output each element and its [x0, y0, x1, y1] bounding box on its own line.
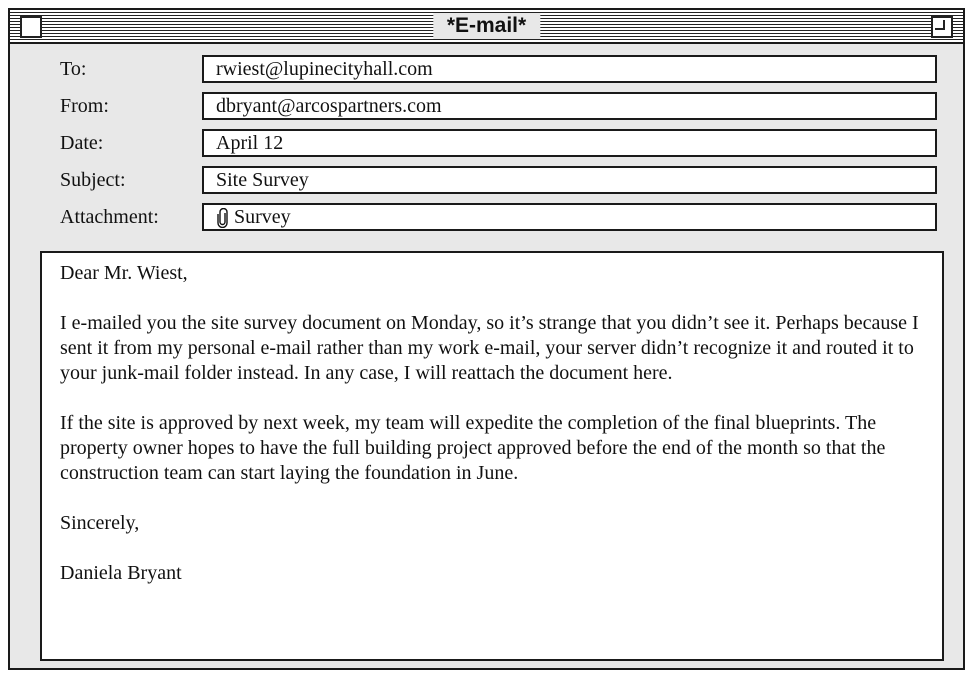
to-field[interactable]: rwiest@lupinecityhall.com — [202, 55, 937, 83]
paperclip-icon[interactable] — [216, 208, 230, 228]
from-field[interactable]: dbryant@arcospartners.com — [202, 92, 937, 120]
attachment-label: Attachment: — [60, 206, 159, 228]
date-label: Date: — [60, 132, 104, 154]
subject-field[interactable]: Site Survey — [202, 166, 937, 194]
from-row — [10, 91, 963, 121]
signature: Daniela Bryant — [60, 562, 182, 584]
subject-label: Subject: — [60, 169, 126, 191]
close-box-icon[interactable] — [20, 16, 42, 38]
attachment-row — [10, 202, 963, 232]
message-body[interactable] — [40, 251, 944, 661]
from-label: From: — [60, 95, 109, 117]
greeting: Dear Mr. Wiest, — [60, 262, 188, 284]
closing: Sincerely, — [60, 512, 140, 534]
to-row — [10, 54, 963, 84]
date-row — [10, 128, 963, 158]
body-paragraph-2: If the site is approved by next week, my team will expedite the completion of the final blueprints. The property owner hopes to have the full building project approved before the end of the month so that the construction team can start laying the foundation in June. — [60, 412, 886, 484]
attachment-name[interactable]: Survey — [234, 206, 291, 228]
subject-row — [10, 165, 963, 195]
attachment-field[interactable] — [202, 203, 937, 231]
zoom-box-icon[interactable] — [931, 16, 953, 38]
date-field[interactable]: April 12 — [202, 129, 937, 157]
to-label: To: — [60, 58, 87, 80]
title-bar[interactable] — [10, 10, 963, 44]
window-title: *E-mail* — [433, 13, 540, 39]
body-paragraph-1: I e-mailed you the site survey document on Monday, so it’s strange that you didn’t see it. Perhaps because I sent it from my personal e-mail rather than my work e-mail, your server didn’t recognize it and routed it to your junk-mail folder instead. In any case, I will reattach the document here. — [60, 312, 919, 384]
email-window — [8, 8, 965, 670]
